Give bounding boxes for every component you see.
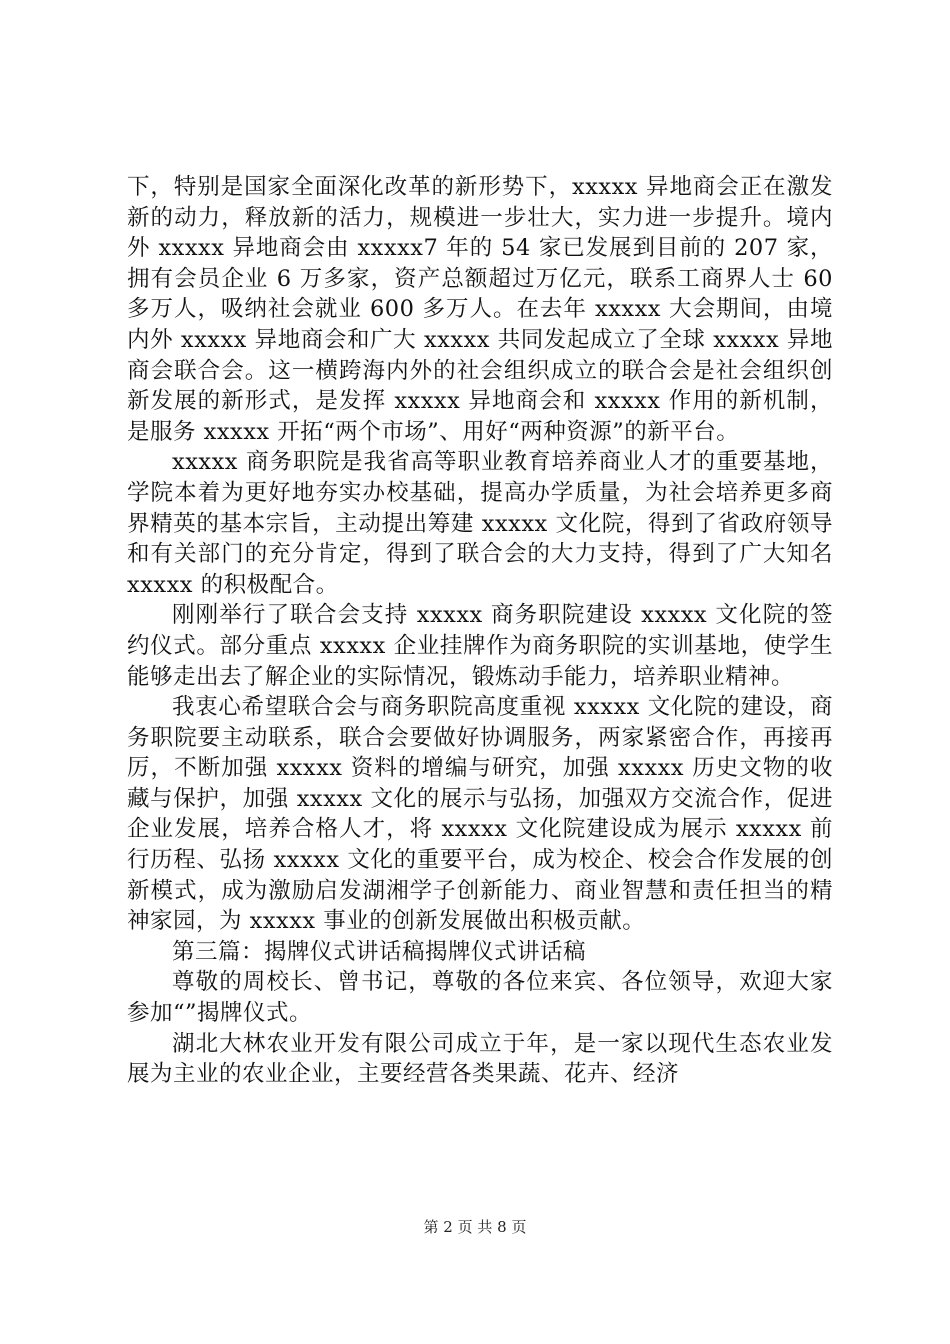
paragraph-company-intro: 湖北大林农业开发有限公司成立于年，是一家以现代生态农业发展为主业的农业企业，主要经营各类果蔬、花卉、经济 xyxy=(127,1030,833,1088)
section-heading: 第三篇：揭牌仪式讲话稿揭牌仪式讲话稿 xyxy=(172,938,587,965)
paragraph-continuation: 下，特别是国家全面深化改革的新形势下，xxxxx 异地商会正在激发新的动力，释放新的活力，规模进一步壮大，实力进一步提升。境内外 xxxxx 异地商会由 xxxxx7 年的 54 家已发展到目前的 207 家，拥有会员企业 6 万多家，资产总额超过万亿元，联系工商界人士 60 多万人，吸纳社会就业 600 多万人。在去年 xxxxx 大会期间，由境内外 xxxxx 异地商会和广大 xxxxx 共同发起成立了全球 xxxxx 异地商会联合会。这一横跨海内外的社会组织成立的联合会是社会组织创新发展的新形式，是发挥 xxxxx 异地商会和 xxxxx 作用的新机制，是服务 xxxxx 开拓“两个市场”、用好“两种资源”的新平台。 xyxy=(127,174,833,445)
paragraph-signing-ceremony: 刚刚举行了联合会支持 xxxxx 商务职院建设 xxxxx 文化院的签约仪式。部分重点 xxxxx 企业挂牌作为商务职院的实训基地，使学生能够走出去了解企业的实际情况，锻炼动手能力，培养职业精神。 xyxy=(127,602,833,690)
document-body xyxy=(127,172,833,1090)
paragraph-commerce-college: xxxxx 商务职院是我省高等职业教育培养商业人才的重要基地，学院本着为更好地夯实办校基础，提高办学质量，为社会培养更多商界精英的基本宗旨，主动提出筹建 xxxxx 文化院，得到了省政府领导和有关部门的充分肯定，得到了联合会的大力支持，得到了广大知名 xxxxx 的积极配合。 xyxy=(127,449,833,598)
paragraph-sincere-hope: 我衷心希望联合会与商务职院高度重视 xxxxx 文化院的建设，商务职院要主动联系，联合会要做好协调服务，两家紧密合作，再接再厉，不断加强 xxxxx 资料的增编与研究，加强 xxxxx 历史文物的收藏与保护，加强 xxxxx 文化的展示与弘扬，加强双方交流合作，促进企业发展，培养合格人才，将 xxxxx 文化院建设成为展示 xxxxx 前行历程、弘扬 xxxxx 文化的重要平台，成为校企、校会合作发展的创新模式，成为激励启发湖湘学子创新能力、商业智慧和责任担当的精神家园，为 xxxxx 事业的创新发展做出积极贡献。 xyxy=(127,694,833,935)
page-footer: 第 2 页 共 8 页 xyxy=(423,1218,527,1236)
paragraph-greeting: 尊敬的周校长、曾书记，尊敬的各位来宾、各位领导，欢迎大家参加“”揭牌仪式。 xyxy=(127,969,833,1027)
